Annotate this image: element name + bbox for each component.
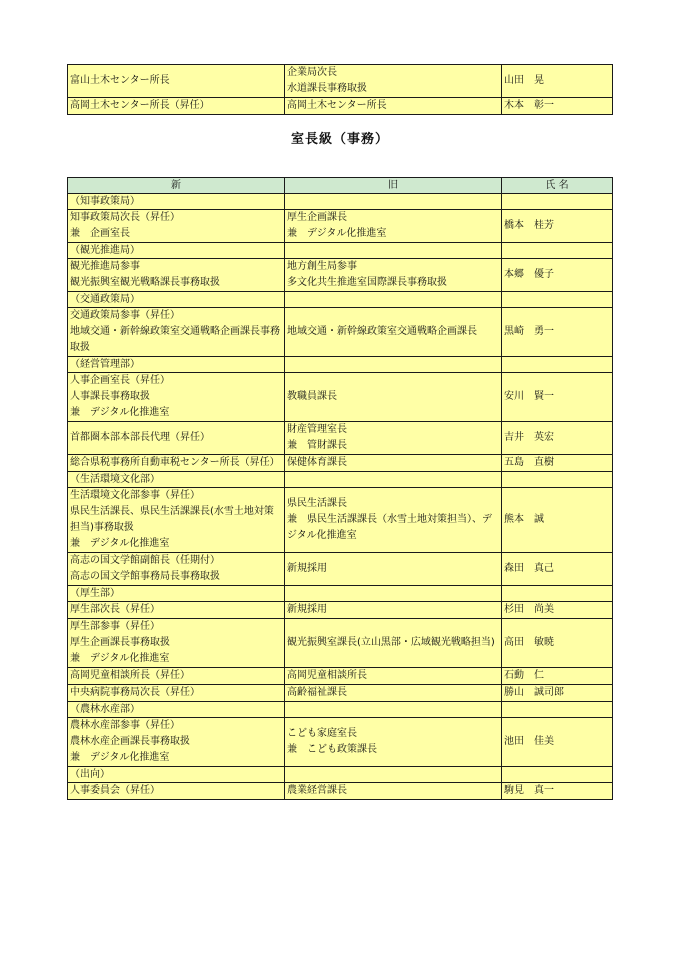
cell-line: 農業経営課長 bbox=[287, 785, 347, 796]
cell-line: 兼 デジタル化推進室 bbox=[287, 228, 387, 239]
old-position-cell bbox=[285, 668, 502, 685]
cell-line: 生活環境文化部参事（昇任） bbox=[70, 490, 200, 501]
old-position-cell bbox=[285, 685, 502, 702]
new-position-cell bbox=[68, 668, 285, 685]
section-label: （生活環境文化部） bbox=[68, 472, 285, 488]
section-label: （厚生部） bbox=[68, 586, 285, 602]
cell-line: 兼 企画室長 bbox=[70, 228, 130, 239]
cell-line: 高岡土木センター所長 bbox=[287, 100, 387, 111]
cell-line: 新規採用 bbox=[287, 563, 327, 574]
section-label: （出向） bbox=[68, 767, 285, 783]
cell-line: 高志の国文学館副館長（任期付） bbox=[70, 555, 220, 566]
old-position-cell bbox=[285, 373, 502, 422]
cell-line: 総合県税事務所自動車税センター所長（昇任） bbox=[70, 457, 280, 468]
empty-cell bbox=[285, 767, 502, 783]
cell-line: 地域交通・新幹線政策室交通戦略企画課長 bbox=[287, 326, 477, 337]
new-position-cell bbox=[68, 65, 285, 98]
section-row bbox=[68, 243, 613, 259]
new-position-cell bbox=[68, 685, 285, 702]
table-row bbox=[68, 422, 613, 455]
person-name: 本郷 優子 bbox=[502, 259, 613, 292]
old-position-cell bbox=[285, 455, 502, 472]
person-name: 熊本 誠 bbox=[502, 488, 613, 553]
cell-line: 厚生企画課長 bbox=[287, 212, 347, 223]
table-row bbox=[68, 685, 613, 702]
cell-line: 県民生活課長、県民生活課課長(水雪土地対策担当)事務取扱 bbox=[70, 506, 274, 533]
section-label: （交通政策局） bbox=[68, 292, 285, 308]
new-position-cell bbox=[68, 308, 285, 357]
empty-cell bbox=[502, 243, 613, 259]
empty-cell bbox=[285, 292, 502, 308]
table-row bbox=[68, 553, 613, 586]
section-row bbox=[68, 292, 613, 308]
person-name: 森田 真己 bbox=[502, 553, 613, 586]
empty-cell bbox=[285, 357, 502, 373]
new-position-cell bbox=[68, 718, 285, 767]
table-row bbox=[68, 783, 613, 800]
cell-line: 富山土木センター所長 bbox=[70, 75, 170, 86]
table-row bbox=[68, 210, 613, 243]
cell-line: 首都圏本部本部長代理（昇任） bbox=[70, 432, 210, 443]
header-old: 旧 bbox=[285, 178, 502, 194]
cell-line: 兼 デジタル化推進室 bbox=[70, 538, 170, 549]
section-row bbox=[68, 194, 613, 210]
new-position-cell bbox=[68, 373, 285, 422]
cell-line: 企業局次長 bbox=[287, 67, 337, 78]
cell-line: 観光振興室観光戦略課長事務取扱 bbox=[70, 277, 220, 288]
person-name: 五島 直樹 bbox=[502, 455, 613, 472]
person-name: 駒見 真一 bbox=[502, 783, 613, 800]
new-position-cell bbox=[68, 210, 285, 243]
old-position-cell bbox=[285, 259, 502, 292]
cell-line: 知事政策局次長（昇任） bbox=[70, 212, 180, 223]
empty-cell bbox=[502, 586, 613, 602]
personnel-table bbox=[67, 177, 613, 800]
section-label: （知事政策局） bbox=[68, 194, 285, 210]
new-position-cell bbox=[68, 553, 285, 586]
cell-line: 観光推進局参事 bbox=[70, 261, 140, 272]
empty-cell bbox=[285, 194, 502, 210]
person-name: 池田 佳美 bbox=[502, 718, 613, 767]
empty-cell bbox=[502, 767, 613, 783]
cell-line: 厚生企画課長事務取扱 bbox=[70, 637, 170, 648]
person-name: 石動 仁 bbox=[502, 668, 613, 685]
table-row bbox=[68, 455, 613, 472]
cell-line: 農林水産企画課長事務取扱 bbox=[70, 736, 190, 747]
cell-line: こども家庭室長 bbox=[287, 728, 357, 739]
cell-line: 高齢福祉課長 bbox=[287, 687, 347, 698]
table-row bbox=[68, 98, 613, 115]
cell-line: 高岡児童相談所長（昇任） bbox=[70, 670, 190, 681]
new-position-cell bbox=[68, 783, 285, 800]
cell-line: 農林水産部参事（昇任） bbox=[70, 720, 180, 731]
cell-line: 交通政策局参事（昇任） bbox=[70, 310, 180, 321]
section-row bbox=[68, 472, 613, 488]
cell-line: 教職員課長 bbox=[287, 391, 337, 402]
cell-line: 高志の国文学館事務局長事務取扱 bbox=[70, 571, 220, 582]
old-position-cell bbox=[285, 553, 502, 586]
new-position-cell bbox=[68, 488, 285, 553]
cell-line: 中央病院事務局次長（昇任） bbox=[70, 687, 200, 698]
header-name: 氏 名 bbox=[502, 178, 613, 194]
cell-line: 県民生活課長 bbox=[287, 498, 347, 509]
empty-cell bbox=[285, 472, 502, 488]
new-position-cell bbox=[68, 98, 285, 115]
section-row bbox=[68, 357, 613, 373]
table-row bbox=[68, 65, 613, 98]
empty-cell bbox=[285, 243, 502, 259]
new-position-cell bbox=[68, 602, 285, 619]
cell-line: 兼 デジタル化推進室 bbox=[70, 653, 170, 664]
person-name: 安川 賢一 bbox=[502, 373, 613, 422]
cell-line: 多文化共生推進室国際課長事務取扱 bbox=[287, 277, 447, 288]
cell-line: 地方創生局参事 bbox=[287, 261, 357, 272]
old-position-cell bbox=[285, 488, 502, 553]
cell-line: 観光振興室課長(立山黒部・広域観光戦略担当) bbox=[287, 637, 495, 648]
new-position-cell bbox=[68, 455, 285, 472]
cell-line: 高岡土木センター所長（昇任） bbox=[70, 100, 210, 111]
top-table-body bbox=[68, 65, 613, 115]
cell-line: 人事委員会（昇任） bbox=[70, 785, 160, 796]
section-label: （農林水産部） bbox=[68, 702, 285, 718]
empty-cell bbox=[502, 292, 613, 308]
old-position-cell bbox=[285, 783, 502, 800]
old-position-cell bbox=[285, 65, 502, 98]
cell-line: 兼 デジタル化推進室 bbox=[70, 752, 170, 763]
cell-line: 人事課長事務取扱 bbox=[70, 391, 150, 402]
empty-cell bbox=[285, 586, 502, 602]
table-row bbox=[68, 259, 613, 292]
top-personnel-table bbox=[67, 64, 613, 115]
header-new: 新 bbox=[68, 178, 285, 194]
cell-line: 財産管理室長 bbox=[287, 424, 347, 435]
person-name: 橋本 桂芳 bbox=[502, 210, 613, 243]
cell-line: 地域交通・新幹線政策室交通戦略企画課長事務取扱 bbox=[70, 326, 280, 353]
person-name: 木本 彰一 bbox=[502, 98, 613, 115]
table-row bbox=[68, 619, 613, 668]
section-row bbox=[68, 767, 613, 783]
person-name: 勝山 誠司郎 bbox=[502, 685, 613, 702]
old-position-cell bbox=[285, 422, 502, 455]
table-row bbox=[68, 308, 613, 357]
table-body bbox=[68, 194, 613, 800]
table-row bbox=[68, 373, 613, 422]
table-row bbox=[68, 668, 613, 685]
empty-cell bbox=[502, 194, 613, 210]
cell-line: 水道課長事務取扱 bbox=[287, 83, 367, 94]
cell-line: 人事企画室長（昇任） bbox=[70, 375, 170, 386]
cell-line: 兼 県民生活課課長（水雪土地対策担当）、デジタル化推進室 bbox=[287, 514, 492, 541]
person-name: 吉井 英宏 bbox=[502, 422, 613, 455]
old-position-cell bbox=[285, 619, 502, 668]
old-position-cell bbox=[285, 718, 502, 767]
old-position-cell bbox=[285, 602, 502, 619]
cell-line: 厚生部次長（昇任） bbox=[70, 604, 160, 615]
empty-cell bbox=[285, 702, 502, 718]
new-position-cell bbox=[68, 619, 285, 668]
new-position-cell bbox=[68, 422, 285, 455]
section-row bbox=[68, 586, 613, 602]
table-row bbox=[68, 488, 613, 553]
old-position-cell bbox=[285, 308, 502, 357]
person-name: 山田 晃 bbox=[502, 65, 613, 98]
empty-cell bbox=[502, 357, 613, 373]
old-position-cell bbox=[285, 210, 502, 243]
table-row bbox=[68, 602, 613, 619]
person-name: 黒崎 勇一 bbox=[502, 308, 613, 357]
cell-line: 兼 こども政策課長 bbox=[287, 744, 377, 755]
cell-line: 兼 デジタル化推進室 bbox=[70, 407, 170, 418]
section-title: 室長級（事務） bbox=[290, 132, 389, 147]
cell-line: 兼 管財課長 bbox=[287, 440, 347, 451]
person-name: 高田 敏暁 bbox=[502, 619, 613, 668]
cell-line: 新規採用 bbox=[287, 604, 327, 615]
old-position-cell bbox=[285, 98, 502, 115]
cell-line: 高岡児童相談所長 bbox=[287, 670, 367, 681]
header-row bbox=[68, 178, 613, 194]
section-label: （経営管理部） bbox=[68, 357, 285, 373]
section-row bbox=[68, 702, 613, 718]
section-label: （観光推進局） bbox=[68, 243, 285, 259]
empty-cell bbox=[502, 702, 613, 718]
new-position-cell bbox=[68, 259, 285, 292]
cell-line: 厚生部参事（昇任） bbox=[70, 621, 160, 632]
person-name: 杉田 尚美 bbox=[502, 602, 613, 619]
table-row bbox=[68, 718, 613, 767]
empty-cell bbox=[502, 472, 613, 488]
cell-line: 保健体育課長 bbox=[287, 457, 347, 468]
